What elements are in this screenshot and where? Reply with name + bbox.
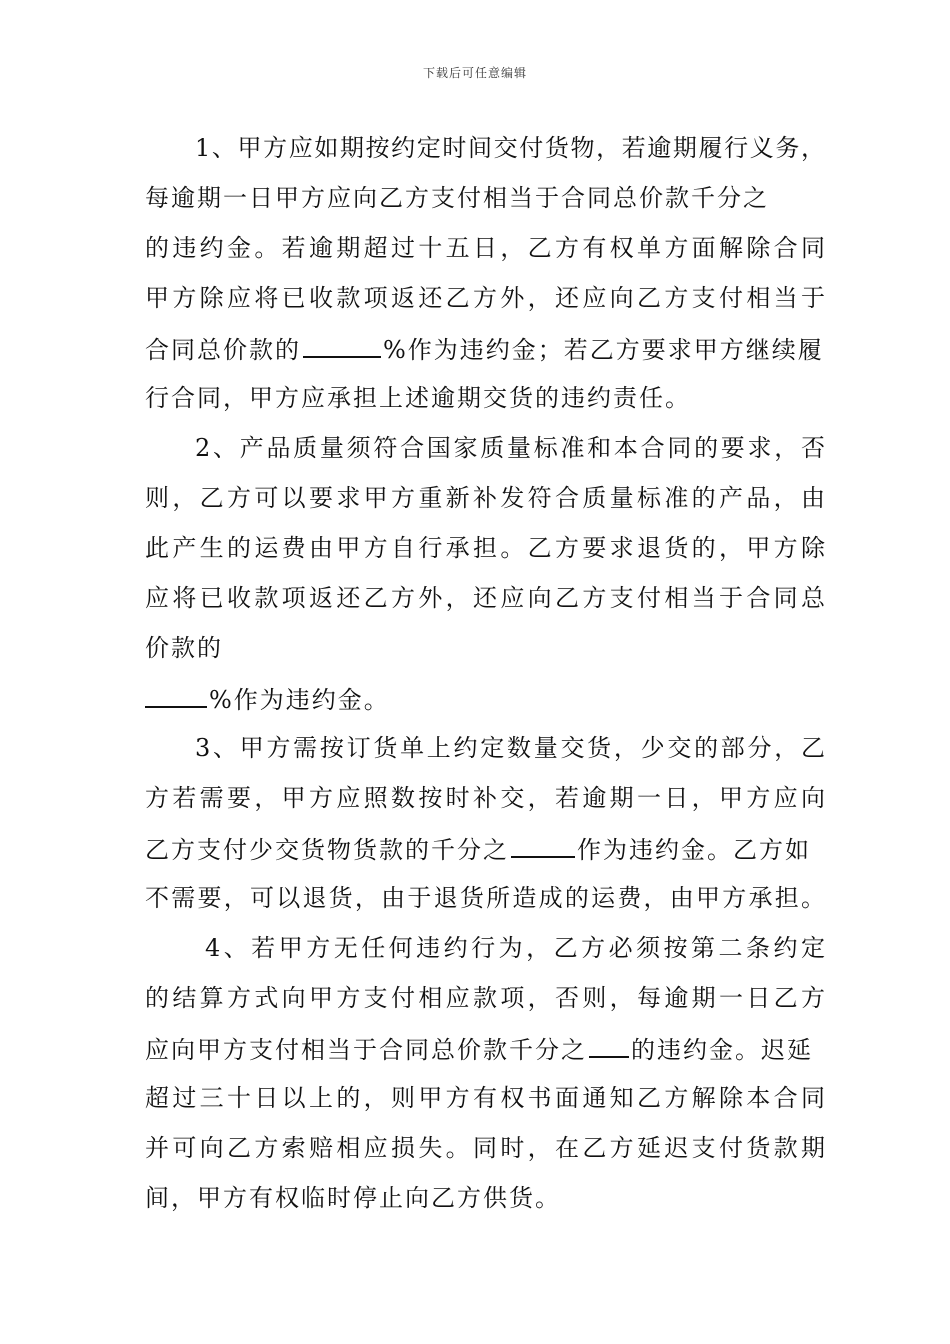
- line-text-after: %作为违约金。: [209, 686, 390, 714]
- line-text-after: %作为违约金；若乙方要求甲方继续履: [383, 336, 824, 364]
- line-text-before: 合同总价款的: [145, 336, 301, 364]
- clause-line: 超过三十日以上的，则甲方有权书面通知乙方解除本合同: [145, 1084, 825, 1112]
- clause-line-with-blank: [145, 678, 825, 728]
- fill-in-blank[interactable]: [145, 678, 207, 708]
- clause-line: 价款的: [145, 634, 223, 662]
- fill-in-blank[interactable]: [589, 1028, 629, 1058]
- contract-body: [145, 128, 825, 1228]
- clause-line: 则，乙方可以要求甲方重新补发符合质量标准的产品，由: [145, 484, 825, 512]
- line-text-before: 应向甲方支付相当于合同总价款千分之: [145, 1036, 587, 1064]
- clause-line: 并可向乙方索赔相应损失。同时，在乙方延迟支付货款期: [145, 1134, 825, 1162]
- page-header-watermark: 下载后可任意编辑: [422, 66, 527, 80]
- clause-1: [145, 128, 825, 428]
- clause-line: 每逾期一日甲方应向乙方支付相当于合同总价款千分之: [145, 184, 769, 212]
- clause-line-with-blank: [145, 828, 825, 878]
- clause-line: 行合同，甲方应承担上述逾期交货的违约责任。: [145, 384, 691, 412]
- clause-line: 3、甲方需按订货单上约定数量交货，少交的部分，乙: [195, 734, 825, 762]
- clause-line-with-blank: [145, 328, 825, 378]
- clause-line: 的违约金。若逾期超过十五日，乙方有权单方面解除合同: [145, 234, 825, 262]
- line-text-after: 的违约金。迟延: [631, 1036, 813, 1064]
- clause-line: 1、甲方应如期按约定时间交付货物，若逾期履行义务，: [195, 134, 825, 162]
- line-text-before: 乙方支付少交货物货款的千分之: [145, 836, 509, 864]
- line-text-after: 作为违约金。乙方如: [577, 836, 811, 864]
- clause-4: [145, 928, 825, 1228]
- clause-line: 应将已收款项返还乙方外，还应向乙方支付相当于合同总: [145, 584, 825, 612]
- clause-line: 的结算方式向甲方支付相应款项，否则，每逾期一日乙方: [145, 984, 825, 1012]
- clause-line: 甲方除应将已收款项返还乙方外，还应向乙方支付相当于: [145, 284, 825, 312]
- clause-line: 不需要，可以退货，由于退货所造成的运费，由甲方承担。: [145, 884, 825, 912]
- clause-2: [145, 428, 825, 728]
- clause-line-with-blank: [145, 1028, 825, 1078]
- clause-line: 方若需要，甲方应照数按时补交，若逾期一日，甲方应向: [145, 784, 825, 812]
- clause-3: [145, 728, 825, 928]
- clause-line: 间，甲方有权临时停止向乙方供货。: [145, 1184, 561, 1212]
- clause-line: 此产生的运费由甲方自行承担。乙方要求退货的，甲方除: [145, 534, 825, 562]
- clause-line: 4、若甲方无任何违约行为，乙方必须按第二条约定: [205, 934, 825, 962]
- fill-in-blank[interactable]: [511, 828, 575, 858]
- fill-in-blank[interactable]: [303, 328, 381, 358]
- clause-line: 2、产品质量须符合国家质量标准和本合同的要求，否: [195, 434, 825, 462]
